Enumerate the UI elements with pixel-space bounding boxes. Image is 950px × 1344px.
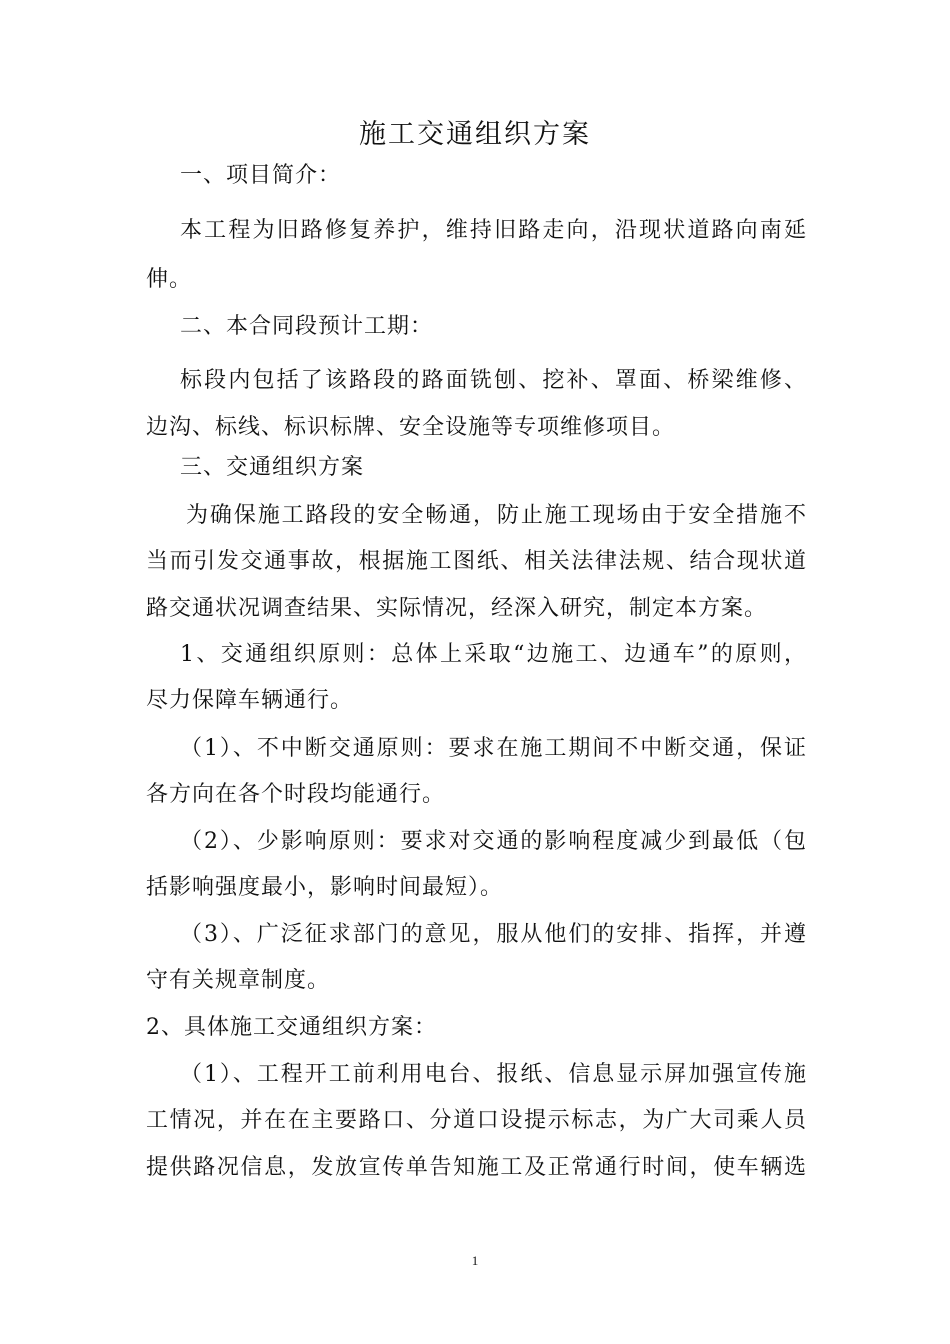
paragraph-line: 括影响强度最小，影响时间最短）。 xyxy=(146,875,504,900)
paragraph-line: 1、交通组织原则：总体上采取“边施工、边通车”的原则， xyxy=(180,642,806,667)
heading-specific-plan: 2、具体施工交通组织方案： xyxy=(146,1015,437,1040)
heading-traffic-plan: 三、交通组织方案 xyxy=(180,455,365,480)
paragraph-line: 守有关规章制度。 xyxy=(146,968,331,993)
paragraph-line: （3）、广泛征求部门的意见，服从他们的安排、指挥，并遵 xyxy=(180,922,806,947)
paragraph-line: 伸。 xyxy=(146,267,193,292)
paragraph-line: 各方向在各个时段均能通行。 xyxy=(146,782,446,807)
paragraph-line: 边沟、标线、标识标牌、安全设施等专项维修项目。 xyxy=(146,415,676,440)
document-title: 施工交通组织方案 xyxy=(359,119,591,150)
page-number: 1 xyxy=(471,1253,479,1268)
paragraph-line: 工情况，并在在主要路口、分道口设提示标志，为广大司乘人员 xyxy=(146,1108,806,1133)
paragraph-line: 当而引发交通事故，根据施工图纸、相关法律法规、结合现状道 xyxy=(146,549,806,574)
heading-schedule: 二、本合同段预计工期： xyxy=(180,314,434,339)
paragraph-line: 路交通状况调查结果、实际情况，经深入研究，制定本方案。 xyxy=(146,596,768,621)
paragraph-line: 提供路况信息，发放宣传单告知施工及正常通行时间，使车辆选 xyxy=(146,1155,806,1180)
paragraph-line: （2）、少影响原则：要求对交通的影响程度减少到最低（包 xyxy=(180,829,806,854)
paragraph-line: （1）、不中断交通原则：要求在施工期间不中断交通，保证 xyxy=(180,736,806,761)
paragraph-line: 标段内包括了该路段的路面铣刨、挖补、罩面、桥梁维修、 xyxy=(180,368,806,393)
paragraph-line: 为确保施工路段的安全畅通，防止施工现场由于安全措施不 xyxy=(186,503,806,528)
paragraph-line: （1）、工程开工前利用电台、报纸、信息显示屏加强宣传施 xyxy=(180,1062,806,1087)
paragraph-line: 尽力保障车辆通行。 xyxy=(146,688,354,713)
paragraph-line: 本工程为旧路修复养护，维持旧路走向，沿现状道路向南延 xyxy=(180,218,806,243)
heading-project-intro: 一、项目简介： xyxy=(180,163,342,188)
